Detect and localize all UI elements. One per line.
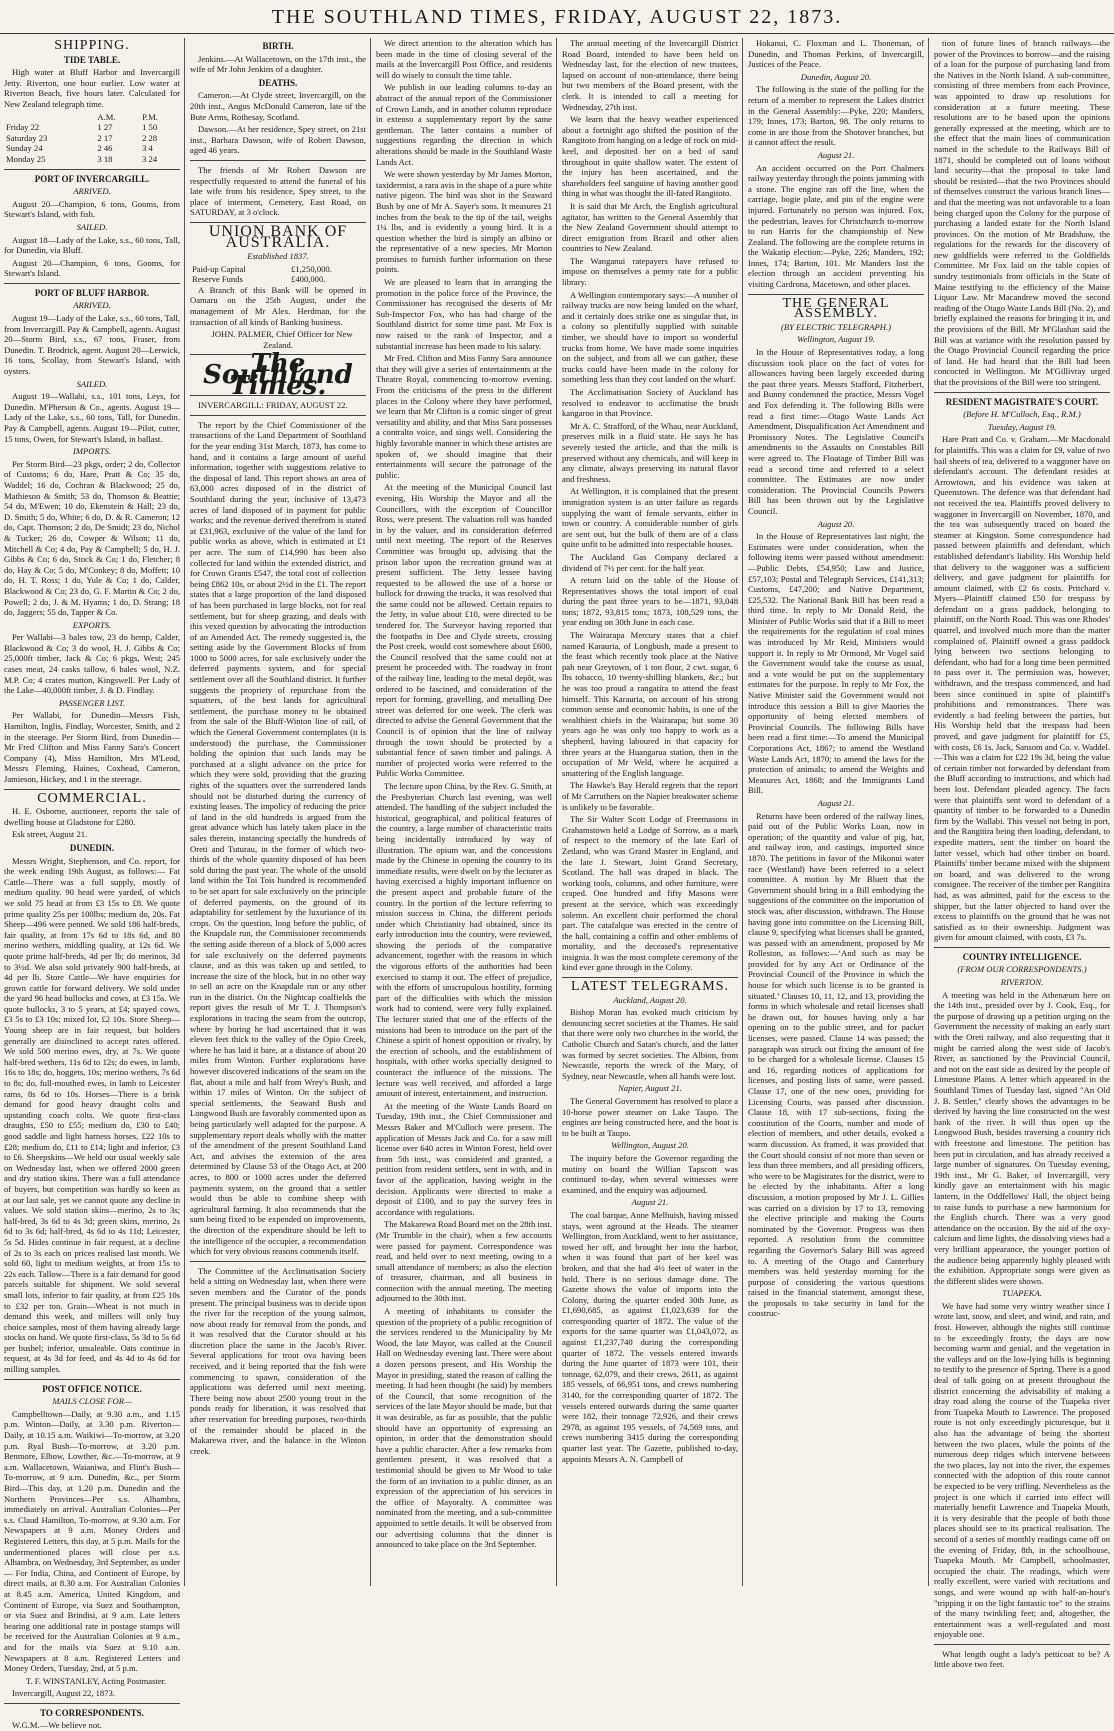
port-invercargill-heading: PORT OF INVERCARGILL.	[34, 173, 150, 184]
subheading: ARRIVED.	[73, 186, 111, 197]
article-text: Mr A. C. Strafford, of the Whau, near Auckland, preserves milk in a fluid state. He says he has severely tested the article, and that the milk is preserved without any chemicals, and will keep in any climate, always preserving its natural flavor and freshness.	[562, 420, 738, 484]
divider	[934, 947, 1110, 948]
dateline: August 20.	[817, 518, 855, 529]
dateline: Dunedin, August 20.	[800, 71, 872, 82]
birth-heading: BIRTH.	[262, 41, 294, 51]
article-text: A Wellington contemporary says:—A number of railway trucks are now being landed on the wharf, and it certainly does strike one as singular that, in a colony so plentifully supplied with suitable timber, we should have to import so wonderful trucks from home. We have made some inquiries on the subject, and from all we can gather, these trucks could have been made in the colony for something less than they cost landed on the wharf.	[562, 289, 738, 385]
dateline: August 21.	[817, 149, 855, 160]
article-text: The Wanganui ratepayers have refused to impose on themselves a penny rate for a public library.	[562, 255, 738, 288]
dateline: August 21.	[631, 1197, 669, 1208]
column-rule	[370, 38, 371, 1586]
article-text: It is said that Mr Arch, the English agricultural agitator, has written to the General Assembly that the New Zealand Government should attempt to direct emigration from Brazil and other alien countries to New Zealand.	[562, 200, 738, 254]
subheading: SAILED.	[76, 378, 108, 389]
shipping-heading: SHIPPING.	[54, 38, 130, 53]
riverton-heading: RIVERTON.	[1000, 977, 1044, 988]
article-text: Mr Fred. Clifton and Miss Fanny Sara announce that they will give a series of entertainments at the Theatre Royal, commencing to-morrow evening. From the criticisms of the press in the different places in the Colony where they have performed, we learn that Mr Clifton is a comic singer of great versatility and ability, and that Miss Sara possesses a contralto voice, and sings well. Considering the highly favorable manner in which these artistes are spoken of, we should imagine that their entertainments will secure the patronage of the public.	[376, 353, 552, 480]
tuapeka-heading: TUAPEKA.	[1002, 1288, 1042, 1299]
divider	[934, 392, 1110, 393]
tide-heading: TIDE TABLE.	[63, 54, 121, 65]
article-text: H. E. Osborne, auctioneer, reports the sale of dwelling house at Gladstone for £280.	[4, 806, 180, 827]
article-text: At the meeting of the Waste Lands Board on Tuesday, 19th inst., the Chief Commissioner and Messrs Baker and M'Culloch were present. The application of Messrs Jack and Co. for a saw mill license over 640 acres in Winton Forest, held over from 5th inst., was considered and granted, a petition from resident settlers, sent in with, and in favor of the application, having weight in the decision. Applicants were directed to make a deposit of £100, and to pay the survey fees in accordance with regulations.	[376, 1100, 552, 1217]
article-text: August 19—Lady of the Lake, s.s., 60 tons, Tall, from Invercargill. Pay & Campbell, agents. August 20—Storm Bird, s.s., 67 tons, Fraser, from Dunedin. T. Brodrick, agent. August 20—Lerwick, 16 tons, Scollay, from Stewart's Island, with oysters.	[4, 313, 180, 377]
subheading: (Before H. M'Culloch, Esq., R.M.)	[963, 409, 1081, 420]
subheading: (BY ELECTRIC TELEGRAPH.)	[780, 321, 892, 332]
article-text: The General Government has resolved to place a 10-horse power steamer on Lake Taupo. The engines are being constructed here, and the boat is to be built at Taupo.	[562, 1096, 738, 1138]
port-bluff-heading: PORT OF BLUFF HARBOR.	[34, 287, 150, 298]
column-5	[748, 38, 924, 1586]
bank-table	[190, 264, 366, 285]
article-text: The coal barque, Anne Melhuish, having missed stays, went aground at the Heads. The steamer Wellington, from Auckland, went to her assistance, towed her off, and brought her into the harbor, when it was found that part of her keel was broken, and that she had 4½ feet of water in the hold. There is no serious damage done. The Gazette shows the value of imports into the Colony, during the quarter ended 30th June, as £1,690,685, as against £1,023,639 for the corresponding quarter of 1872. The value of the exports for the same quarter was £1,043,072, as against £1,237,740 during the corresponding quarter of 1872. The vessels entered inwards during the June quarter of 1873 were 101, their tonnage, 62,079, and their crews, 2611, as against 185 vessels, of 66,951 tons, and crews numbering 3140, for the corresponding quarter of 1872. The vessels entered outwards during the same quarter were 182, their tonnage 72,926, and their crews 2978, as against 195 vessels, of 74,569 tons, and crews numbering 3415 during the corresponding quarter last year. The Gazette, published to-day, appoints Messrs A. N. Campbell of	[562, 1209, 738, 1464]
divider	[4, 789, 180, 790]
article-text: August 20—Champion, 6 tons, Gooms, from Stewart's Island, with fish.	[4, 198, 180, 220]
table-row: Monday 25 3 18 3 24	[6, 153, 158, 164]
article-text: The Wairarapa Mercury states that a chief named Karauria, of Longbush, made a present to the feast which recently took place at the Native pah near Greytown, of 1 ton flour, 2 cwt. sugar, 6 lbs tobacco, 10 twenty-shilling blankets, &c.; but he was too proud a rangatira to attend the feast himself. This Karauria, on account of his strong common sense and economic habits, is one of the wealthiest chiefs in the Wairarapa; but some 30 years ago he was only too happy to work as a shepherd, having laboured in that capacity for three years at the Huangarua station, then in the occupation of Mr Weld, where he acquired a smattering of the English language.	[562, 630, 738, 778]
telegrams-heading: LATEST TELEGRAMS.	[570, 979, 730, 995]
article-text: Per Storm Bird—23 pkgs, order; 2 do, Collector of Customs; 6 do, Hare, Pratt & Co; 35 do, Waddel; 16 do, Cochran & Blackwood; 25 do, Mathieson & Smith; 53 do, Thomson & Beattie; 54 do, M'Ewen; 10 do, Ekenstein & Hall; 23 do, D. Smith; 5 do, White; 6 do, D. & R. Cameron; 12 do, Capt. Thomson; 2 do, De Smidt; 23 do, Nichol & Tucker; 26 do, Cowper & Wilson; 11 do, Mitchell & Co; 4 do, Pay & Campbell; 5 do, H. J. Gibbs & Co; 6 do, Stock & Co; 1 do, Fletcher; 8 do, Hay & Co; 5 do, M'Conkey; 8 do, Moffett; 10 do, H. T. Ross; 1 do, Yule & Co; 1 do, Calder, Blackwood & Co; 23 do, G. F. Martin & Co; 2 do, Powell; 2 do, J. & M. Hyams; 1 do, D. Strang; 18 do, Jaggers; 55 do, Tapper & Co.	[4, 458, 180, 618]
article-text: August 18—Lady of the Lake, s.s., 60 tons, Tall, for Dunedin, via Bluff.	[4, 234, 180, 256]
divider	[4, 1703, 180, 1704]
article-text: An accident occurred on the Port Chalmers railway yesterday through the points jamming with a stone. The engine ran off the line, when the carriage, bogie plate, and pin of the engine were injured. Fortunately no person was injured. Fox, the pedestrian, leaves for Christchurch to-morrow to run Harris for the championship of New Zealand. The following are the complete returns in the Wakatip election:—Pyke, 226; Manders, 192; Innes, 174; Barton, 101. Mr Manders lost the election through an accident preventing his visiting Cardrona, Macetown, and other places.	[748, 162, 924, 290]
deaths-heading: DEATHS.	[258, 77, 298, 88]
subheading: (FROM OUR CORRESPONDENTS.)	[957, 964, 1087, 975]
tide-table	[4, 112, 180, 165]
article-text: What length ought a lady's petticoat to be? A little above two feet.	[934, 1648, 1110, 1670]
article-text: Hokanui, C. Floxman and L. Thoneman, of Dunedin, and Thomas Perkins, of Invercargill, Justices of the Peace.	[748, 38, 924, 70]
table-row: A.M. P.M.	[97, 111, 158, 122]
divider	[190, 1261, 366, 1262]
table-row: Saturday 23 2 17 2 28	[6, 132, 158, 143]
article-text: The Acclimatisation Society of Auckland has resolved to endeavor to acclimatise the brush kangaroo in that Province.	[562, 387, 738, 419]
article-text: Bishop Moran has evoked much criticism by denouncing secret societies at the Thames. He said that there were only two churches in the world, the Catholic Church and Satan's church, and the latter was formed by secret societies. The Albion, from Newcastle, reports the wreck of the Mary, of Sydney, near Newcastle, when all hands were lost.	[562, 1007, 738, 1081]
column-3	[376, 38, 552, 1586]
commercial-heading: COMMERCIAL.	[37, 790, 147, 806]
general-assembly-heading: THE GENERAL ASSEMBLY.	[782, 295, 890, 322]
rm-court-heading: RESIDENT MAGISTRATE'S COURT.	[945, 396, 1099, 407]
signature: JOHN. PALMER, Chief Officer for New Zealand.	[211, 329, 353, 350]
article-text: At the meeting of the Municipal Council last evening, His Worship the Mayor and all the Councillors, with the exception of Councillor Ross, were present. The valuation roll was handed in by the valuer, and its consideration deferred until next meeting. The report of the Reserves Committee was brought up, advising that the prison labor upon the recreation ground was at present sufficient. The Jetty lessee having requested to be allowed the use of a horse or bullock for drawing the trucks, it was resolved that the same could not be allowed. Certain repairs to the Jetty, in value about £10, were directed to be tendered for. The Surveyor having reported that the footpaths in Dee and Clyde streets, crossing the Post creek, would cost somewhere about £600, the Council resolved that the same could not at present be proceeded with. The roadway in front of the railway line, leading to the metal depôt, was ordered to be fascined, and consideration of the report for forming, gravelling, and metalling Dee street was deferred for one week. The clerk was directed to advise the General Government that the Council is of opinion that the line of railway through the town should be protected by a substantial fence of sawn timber and palings. A number of projected works were referred to the Public Works Committee.	[376, 482, 552, 779]
article-text: A meeting of inhabitants to consider the question of the propriety of a public recognition of the services rendered to the Municipality by Mr Wood, the late Mayor, was called at the Council Hall on Wednesday evening last. There were about a dozen persons present, and His Worship the Mayor in presiding, stated the reason of calling the meeting. It had been thought (he said) by members of the Council, that some recognition of the services of the late Mayor should be made, but that it was desirable, as far as possible, that the public should have an opportunity of expressing an opinion, in order that the demonstration should have a public character. After a few remarks from gentlemen present, it was resolved that a testimonial should be given to Mr Wood to take the form of an invitation to a public dinner, as an expression of the appreciation of his services in the office of Mayoralty. A committee was nominated from the meeting, and a sub-committee appointed to settle details. It will be observed from our advertising columns that the dinner is announced to take place on the 3rd September.	[376, 1306, 552, 1550]
article-text: The lecture upon China, by the Rev. G. Smith, at the Presbyterian Church last evening, was well attended. The handling of the subject included the historical, geographical, and political features of the country, a large number of characteristic traits being incidentally introduced by way of illustration. The opium war, and the concessions made by the Chinese in opening the country to its immediate results, were dwelt on by the lecturer as having exercised a highly important influence on the present aspect and probable future of the country. In the portion of the lecture referring to mission success in China, the different periods under which Christianity had obtained, since its early introduction into the country, were reviewed, showing the periods of the comparative advancement, together with the reasons in which the vigorous efforts of the authorities had been exercised to stamp it out. The effect of prejudice, with the efforts of unscrupulous hostility, forming part of the difficulties with which the mission work had to contend, were very fully explained. The lecturer stated that one of the effects of the missions had been to introduce on the part of the Chinese a spirit of honest opposition or rivalry, by the erection of schools, and the establishment of hospitals, with other works specially designed to counteract the influence of the missions. The lecture was well received, and afforded a large amount of interest, entertainment, and instruction.	[376, 780, 552, 1099]
subheading: ARRIVED.	[73, 300, 111, 311]
article-text: Per Wallabi, for Dunedin—Messrs Fish, Hamilton, Inglis, Findlay, Worcester, Smith, and 2 in the steerage. Per Storm Bird, from Dunedin—Mr Fred Clifton and Miss Fanny Sara's Concert Company (4), Miss Hamilton, Mrs M'Leod, Messrs Fleming, Haines, Coxhead, Cameron, Jamieson, Hickey, and 1 in the steerage.	[4, 710, 180, 784]
divider	[748, 294, 924, 295]
tide-intro: High water at Bluff Harbor and Invercargill Jetty. Riverton, one hour earlier. Low water at Riverton Beach, five hours later. Calculated for New Zealand telegraph time.	[4, 67, 180, 109]
divider	[4, 283, 180, 284]
article-text: The report by the Chief Commissioner of the transactions of the Land Department of Southland for the year ending 31st March, 1873, has come to hand, and it contains a large amount of useful information, together with suggestions relative to the disposal of land. This report shows an area of 63,000 acres disposed of in the district of Southland during the year, inclusive of 13,473 acres of land disposed of in payment for public works; and the revenue derived therefrom is stated at £31,963, exclusive of the value of the land for public works as above, which is estimated at £1 per acre. The sum of £14,990 has been also collected for land within the extended district, and for Crown Grants £547, the total cost of collection being £862 10s, or about 2½d in the £1. The report states that a large proportion of the land disposed of has been purchased in large blocks, not for real settlement, but for sheep grazing, and deals with this vexed question by advocating the introduction of an Amended Act. The remedy suggested is, the setting aside by the Government Blocks of from 1000 to 5000 acres, for sale exclusively under the deferred payments system, and for special settlement over all the Southland district. It further suggests the propriety of repurchase from the squatters, of the best lands for agricultural settlement, the purchase money to be obtained from the sale of the Bluff-Winton line of rail, of which the General Government contemplates (it is understood) the purchase, the Commissioner holding the opinion that such lands may be purchased at a slight advance on the price for which they were sold, providing that the grazing rights of the squatters over the surrendered lands should not be disturbed during the currency of existing leases. The impolicy of reducing the price of land in the old hundreds is argued from the great advance which has lately taken place in the sales therein, instancing specially the hundreds of Oreti and Tuturau, in the former of which two-thirds of the whole quantity disposed of has been sold during the past year. The whole of the unsold land within the Toi Tois hundred is recommended to be set apart for sale exclusively on the principle of deferred payments, on the ground of its adaptability for settlement by the luxuriance of its crops. On the question, long before the public, of the Knapdale run, the Commissioner recommends the setting aside thereon of a block of 5,000 acres for sale exclusively on the deferred payments clause, and as this was taken up and settled, to increase the size of the block, but in no other way to sell an acre on the Knapdale run or any other run in the district. On the Nightcap coalfields the report gives the result of Mr T. J. Thompson's explorations in tracing the seam from the outcrop, where by boring he had ascertained that it was eleven feet thick to the valley of the Opio Creek, where he has laid it bare, at a distance of about 20 miles from Winton. Further explorations have however discovered indications of the seam on the flat, about a mile and half from Wrey's Bush, and within 17 miles of Winton. On the subject of special settlements, the Seaward Bush and Longwood Bush are favorably commented upon as being particularly well adapted for the purpose. A supplementary report deals wholly with the matter of the amendment of the present Southland Land Act, and advises the extension of the area determined by Clause 53 of the Otago Act, at 200 acres, to 800 or 1000 acres under the deferred payments system, on the ground that a settler would thus be able to combine sheep with agricultural farming. It also recommends that the sum being fixed to be expended on improvements, the direction of the expenditure should be left to the intelligence of the occupier, a recommendation which for very obvious reasons commends itself.	[190, 419, 366, 1257]
column-1	[4, 38, 180, 1731]
subheading: Established 1837.	[247, 251, 309, 262]
table-row: Friday 22 1 27 1 50	[6, 122, 158, 133]
column-4	[562, 38, 738, 1586]
article-text: The Makarewa Road Board met on the 28th inst. (Mr Trumble in the chair), when a few accounts were passed for payment. Correspondence was read, and held over to next meeting, owing to a small attendance of members; as also the election of treasurer, chairman, and all business in connection with the annual meeting. The meeting adjourned to the 30th inst.	[376, 1219, 552, 1304]
article-text: August 19—Wallabi, s.s., 101 tons, Leys, for Dunedin. M'Pherson & Co., agents. August 19—Lady of the Lake, s.s., 60 tons, Tall, for Dunedin. Pay & Campbell, agents. August 19—Pilot, cutter, 15 tons, Owen, for Stewart's Island, in ballast.	[4, 391, 180, 444]
article-text: Per Wallabi—3 bales tow, 23 do hemp, Calder, Blackwood & Co; 3 do wool, H. J. Gibbs & Co; 25,000ft timber, Jack & Co; 6 pkgs, West; 245 cases meat, 24 casks tallow, 6 bales wool, N.Z. M.P. Co; 4 crates mutton, Kingswell. Per Lady of the Lake—40,000ft timber, J. & D. Findlay.	[4, 632, 180, 696]
article-text: A meeting was held in the Athenæum here on the 14th inst., presided over by J. Cook, Esq., for the purpose of drawing up a petition urging on the Government the necessity of making an early start with the Oreti railway, and also requesting that it might be carried along the west side of Jacob's River, as sanctioned by the Provincial Council, and not on the east side as desired by the people of Limestone Plains. A letter which appeared in the Southland Times of Tuesday last, signed "An Old J. B. Settler," clearly shows the advantages to be derived by having the line constructed on the west bank of the river. It will thus open up the Longwood Bush, besides traversing a country rich with freestone and limestone. The petition has been put in circulation, and has already received a large number of signatures. On Tuesday evening, 19th inst., Mr G. Baker, of Invercargill, very kindly gave an entertainment with his magic lantern, in the Oddfellows' Hall, the object being to raise funds to purchase a new harmonium for the English church. There was a very good attendance on the occasion. By the aid of the oxy-calcium and lime lights, the dissolving views had a very brilliant appearance, the younger portion of the audience being apparently highly pleased with the exhibition. Appropriate songs were given as the different slides were shown.	[934, 989, 1110, 1286]
dunedin-heading: DUNEDIN.	[69, 842, 115, 853]
divider	[4, 1379, 180, 1380]
column-2	[190, 38, 366, 1586]
column-rule	[742, 38, 743, 1586]
dateline: INVERCARGILL: FRIDAY, AUGUST 22.	[198, 400, 348, 411]
article-text: We have had some very wintry weather since I wrote last, snow, and sleet, and wind, and rain, and frost. However, although the nights still continue to be exceedingly frosty, the days are now becoming warm and genial, and the vegetation in the valleys and on the low-lying hills is beginning to testify to the presence of Spring. There is a good deal of talk going on at present throughout the district concerning the advisability of making a dray road along the course of the Tuapeka river from Tuapeka Mouth to Lawrence. The proposed route is not only exceedingly picturesque, but it also has the advantage of being the shortest between the two places, while the points of the numerous deep ridges which intervene between the two places, lay not into the river, the expenses connected with the adoption of this route cannot be expected to be very trifling. Nevertheless as the project is one which if carried into effect will materially benefit Lawrence and Tuapeka Mouth, it is very desirable that the people of both those places should see to its practical realisation. The second of a series of monthly readings came off on the evening of Friday, 8th, in the schoolhouse, Tuapeka Mouth. Mr Campbell, schoolmaster, occupied the chair. The readings, which were really excellent, were varied with recitations and songs, and were wound up with half-an-hour's "tripping it on the light fantastic toe" to the strains of the many twinkling feet; and, altogether, the entertainment was a well-regulated and most enjoyable one.	[934, 1300, 1110, 1640]
article-text: We are pleased to learn that in arranging the promotion in the police force of the Province, the Commissioner has recognised the deserts of Mr Sub-Inspector Fox, who has had charge of the Southland district for some time past. Mr Fox is now raised to the rank of Inspector, and a substantial increase has been made to his salary.	[376, 277, 552, 351]
subheading: IMPORTS.	[73, 446, 111, 457]
dateline: Wellington, August 20.	[611, 1140, 689, 1151]
divider	[190, 160, 366, 161]
article-text: The following is the state of the polling for the return of a member to represent the Lakes district in the General Assembly:—Pyke, 220; Manders, 179; Innes, 173; Barton, 98. The only returns to come in are those from the Shotover branches, but it cannot affect the result.	[748, 84, 924, 148]
table-row: Sunday 24 2 46 3 4	[6, 143, 153, 154]
dateline: Tuesday, August 19.	[987, 421, 1057, 432]
article-text: A Branch of this Bank will be opened in Oamaru on the 25th August, under the management of Mr Alex. Herdman, for the transaction of all kinds of Banking business.	[190, 284, 366, 327]
article-text: We learn that the heavy weather experienced about a fortnight ago shifted the position of the Rangitoto from hanging on a ledge of rock on mid-keel, and deposited her on a bed of sand throughout in quite shallow water. The extent of the injury has been ascertained, and the shareholders feel sanguine of having another good thing in what was thought the ill-fated Rangitoto.	[562, 114, 738, 199]
divider	[190, 415, 366, 416]
article-text: In the House of Representatives last night, the Estimates were under consideration, when the following items were passed without amendment:—Public Debts, £54,950; Law and Justice, £57,103; Postal and Telegraph Services, £141,313; Customs, £47,200; and Native Department, £25,532. The National Bank Bill has been read a third time. In reply to Mr Donald Reid, the Minister of Public Works said that if a Bill to meet the requirements for the regulation of coal mines was introduced by Mr Reid, Ministers would support it. In reply to Mr Ormond, Mr Vogel said the Government would take the course as usual, and a vote would be put on the supplementary estimates for the purpose. In reply to Mr Fox, the Native Minister said the Government would not introduce this session a Bill to give Maories the opportunity of being elected members of Provincial Councils. The following Bills have been read a first time:—To amend the Municipal Corporations Act, 1867; to amend the Westland Waste Lands Act, 1870; to amend the laws for the protection of animals; to amend the Weights and Measures Act, 1868; and the Immigrants Land Bill.	[748, 531, 924, 796]
table-row: Paid-up Capital £1,250,000.	[192, 263, 332, 274]
article-text: Cameron.—At Clyde street, Invercargill, on the 20th inst., Angus McDonald Cameron, late of the Bute Arms, Rothesay, Scotland.	[190, 90, 366, 122]
column-6	[934, 38, 1110, 1670]
subheading: PASSENGER LIST.	[58, 697, 126, 708]
article-text: Campbelltown—Daily, at 9.30 a.m., and 1.15 p.m. Winton—Daily, at 3.30 p.m. Riverton—Daily, at 10.15 a.m. Waikiwi—To-morrow, at 3.20 p.m. Ryal Bush—To-morrow, at 3.20 p.m. Benmore, Elbow, Lowther, &c.—To-morrow, at 9 a.m. Wallacetown, Waianiwa, and Flint's Bush—To-morrow, at 9 a.m. Dunedin, &c., per Storm Bird—This day, at 1.20 p.m. Dunedin and the Northern Provinces—Per s.s. Alhambra, immediately on arrival. Australian Colonies—Per s.s. Claud Hamilton, To-morrow, at 9.30 a.m. For Newspapers at 9 a.m. Money Orders and Registered Letters, this day, at 5 p.m. Mails for the undermentioned places will close per s.s. Alhambra, on Wednesday, 3rd September, as under— For India, China, and Continent of Europe, by direct mails, at 8.30 a.m. For Australian Colonies at 8.45 a.m. America, United Kingdom, and Continent of Europe, via Suez and Southampton, or via Suez and Brindisi, at 9 a.m. Late letters bearing one additional rate in postage stamps will be received for the Australian Colonies at 9 a.m., and for the mails via Suez at 9.10 a.m. Newspapers at 8 a.m. Registered Letters and Money Orders, Tuesday, 2nd, at 5 p.m.	[4, 1408, 180, 1674]
paper-title: The Southland Times.	[203, 349, 353, 401]
article-text: Dawson.—At her residence, Spey street, on 21st inst., Barbara Dawson, wife of Robert Dawson, aged 46 years.	[190, 124, 366, 156]
subheading: SAILED.	[76, 221, 108, 232]
article-text: We were shown yesterday by Mr James Morton, taxidermist, a rara avis in the shape of a pure white native pigeon. The bird was shot in the Seaward Bush by one of Mr A. Sayer's sons. It measures 21 inches from the beak to the tip of the tail, weighs 1¼ lbs, and is evidently a young bird. It is a question whether the bird is simply an albino or the representative of a new species. Mr Morton promises to furnish further information on these points.	[376, 169, 552, 275]
article-text: At Wellington, it is complained that the present immigration system is an utter failure as regards supplying the want of female servants, either in town or country. A considerable number of girls are sent out, but the bulk of them are of a class quite unfit to be admitted into respectable houses.	[562, 486, 738, 550]
article-text: W.G.M.—We believe not.	[12, 1720, 102, 1731]
bank-heading: UNION BANK OF AUSTRALIA.	[208, 222, 348, 251]
divider	[934, 1644, 1110, 1645]
article-text: The annual meeting of the Invercargill District Road Board, intended to have been held on Wednesday last, for the election of new trustees, lapsed on account of non-attendance, there being but two members of the Board present, with the clerk. It is intended to call a meeting for Wednesday, 27th inst.	[562, 38, 738, 112]
dateline: August 21.	[817, 797, 855, 808]
table-row: Reserve Funds £400,000.	[192, 274, 326, 285]
article-text: Esk street, August 21.	[12, 829, 88, 840]
dateline: Auckland, August 20.	[613, 994, 687, 1005]
article-text: The inquiry before the Governor regarding the mutiny on board the Willian Tapscott was continued to-day, when several witnesses were examined, and the enquiry was adjourned.	[562, 1152, 738, 1195]
correspondents-heading: TO CORRESPONDENTS.	[40, 1707, 144, 1718]
signature: T. F. WINSTANLEY, Acting Postmaster.	[25, 1675, 167, 1686]
article-text: We publish in our leading columns to-day an abstract of the annual report of the Commissioner of Crown Lands, and in another column reproduce in extenso a supplementary report by the same gentleman. The latter contains a number of suggestions regarding the direction in which alterations should be made in the Southland Waste Lands Act.	[376, 82, 552, 167]
divider	[4, 169, 180, 170]
article-text: tion of future lines of branch railways—the power of the Provinces to borrow—and the raising of a loan for the purpose of purchasing land from the Natives in the North Island. A sub-committee, consisting of three members from each Province, was appointed to draw up resolutions for consideration at a future meeting. These resolutions are to be based upon the opinions generally expressed at the meeting, which are to the effect that the main lines of communication named in the schedule to the Railways Bill of 1871, should be completed out of loans without land security—that the proposal to take land should be resisted—that the two Provinces should of themselves construct the various branch lines—and that the meeting was not unfavorable to a loan being charged upon the Colony for the purpose of purchasing a landed estate for the North Island provinces. On the motion of Mr Bradshaw, the regulations for the rewards for the discovery of new goldfields were referred to the Goldfields Committee. Mr Fox laid on the table copies of sundry testimonials from officials in the State of Maine testifying to the efficiency of the Maine Liquor Law. Mr Macandrew moved the second reading of the Otago Waste Lands Bill (No. 2), and briefly explained the reasons for bringing it in, and the provisions of the Bill. Mr M'Glashan said the Bill was at variance with the resolution passed by the Otago Provincial Council regarding the price of land. He had heard that the Bill had been concocted in Wellington. Mr M'Gillivray urged that the provisions of the Bill were too stringent.	[934, 38, 1110, 387]
masthead: THE SOUTHLAND TIMES, FRIDAY, AUGUST 22, 1873.	[0, 6, 1114, 34]
dateline: Invercargill, August 22, 1873.	[12, 1688, 115, 1699]
article-text: In the House of Representatives today, a long discussion took place on the fact of votes for allowances having been largely exceeded during the past three years. Messrs Stafford, Fitzherbert, and Bunny condemned the practice, Messrs Vogel and Fox defending it. The following Bills were read a first time:—Otago Waste Lands Act Amendment, Disqualification Act Amendment and Promissory Notes. The Legislative Council's amendments to the Assaults on Constables Bill were agreed to. The Floatage of Timber Bill was read a second time and referred to a select committee. The Estimates are now under consideration. The Provincial Councils Powers Bill has been thrown out by the Legislative Council.	[748, 347, 924, 516]
article-text: Jenkins.—At Wallacetown, on the 17th inst., the wife of Mr John Jenkins of a daughter.	[190, 53, 366, 75]
column-rule	[184, 38, 185, 1586]
article-text: The Hawke's Bay Herald regrets that the report of Mr Carruthers on the Napier breakwater scheme is unlikely to be favorable.	[562, 780, 738, 812]
divider	[562, 977, 738, 978]
funeral-notice: The friends of Mr Robert Dawson are respectfully requested to attend the funeral of his late wife from his residence, Spey street, to the place of interment, Cemetery, East Road, on SATURDAY, at 3 o'clock.	[190, 164, 366, 218]
article-text: The Committee of the Acclimatisation Society held a sitting on Wednesday last, when there were seven members and the Curator of the ponds present. The principal business was to decide upon the river for the reception of the young salmon, now about ready for removal from the ponds, and it was resolved that the Curator should at his discretion place the same in the Jacob's River. Several applications for trout ova having been received, and it being reported that the fish were commencing to spawn, consideration of the applications was deferred until next meeting. There being now about 2500 young trout in the ponds ready for liberation, it was resolved that after reservation for breeding purposes, two-thirds of the remainder should be placed in the Makarewa river, and the balance in the Winton creek.	[190, 1265, 366, 1456]
article-text: The Auckland Gas Company declared a dividend of 7½ per cent. for the half year.	[562, 551, 738, 573]
post-office-heading: POST OFFICE NOTICE.	[42, 1383, 142, 1394]
article-text: Messrs Wright, Stephenson, and Co. report, for the week ending 19th August, as follows:— Fat Cattle—There was a full supply, mostly of medium quality. 90 head were yarded, of which we sold 75 head at from £3 15s to £8. We quote prime quality 25s per 100lbs; medium do, 20s. Fat Sheep—496 were penned. We sold 186 half-breds, fair quality, at from 17s 6d to 18s 6d, and 80 merino wethers, middling quality, at 12s 6d. We quote prime half-breds, 4d per lb; do merinos, 3d to 3½d. We also sold privately 900 half-breds, at 4d per lb. Store Cattle—We have enquiries for grown cattle for forward delivery. We sold under the yard 96 head bullocks and cows, at £3 15s. We quote bullocks, 3 to 5 years, at £4; spayed cows, £3 5s to £3 10s; mixed lot, £2 10s. Store Sheep—Young sheep are in fair request, but holders generally are disinclined to accept rates offered. We sold 500 merino ewes, dry, at 7s. We quote half-bred wethers, 11s 6d to 12s; do ewes, in lamb, 16s to 18s; do, hoggets, 10s; merino wethers, 7s 6d to 8s; do, full-mouthed ewes, in lamb to Leicester rams, 8s 6d to 10s. Horses—There is a brisk demand for good heavy draught colts and upstanding coach colts. We quote first-class draughts, £50 to £55; medium do, £30 to £40; good saddle and light harness horses, £22 10s to £28; medium do, £11 to £14; light and inferior, £3 to £6. Sheepskins—We held our usual weekly sale on Wednesday last, when we offered 2000 green and dry station skins. There was a full attendance of buyers, but competition was hardly so keen as at our last sale, yet we cannot quote any decline in values. We sold station skins—merino, 2s to 3s; half-bred, 3s 6d to 4s 3d; green skins, merino, 2s 6d to 3s 6d; half-bred, 4s 6d to 4s 11d; Leicester, 5s 5d. Hides continue in fair request, at a decline of 2s to 3s each on prices realised last month. We sold 60, light to medium weights, at from 15s to 22s each. Tallow—There is a fair demand for good parcels suitable for shipment. We sold several small lots, inferior to fair quality, at from £25 10s to £32 per ton. Grain—Wheat is not much in demand this week, and millers will only buy choice samples, most of them having already large stocks on hand. We quote first-class, 5s 3d to 5s 6d per bushel; inferior, unsaleable. Oats continue in request, at 4s 3d for feed, and 4s 4d to 4s 6d for milling samples.	[4, 855, 180, 1375]
dateline: Napier, August 21.	[618, 1083, 682, 1094]
country-intelligence-heading: COUNTRY INTELLIGENCE.	[962, 951, 1082, 962]
subheading: MAILS CLOSE FOR—	[52, 1396, 132, 1407]
article-text: We direct attention to the alteration which has been made in the time of closing several of the mails at the Invercargill Post Office, and residents will do wisely to consult the time table.	[376, 38, 552, 80]
article-text: Hare Pratt and Co. v. Graham.—Mr Macdonald for plaintiffs. This was a claim for £9, value of two bail sheets of tea, delivered to a waggoner have on defendant's account. The defendant resides at Arrowtown, and his evidence was taken at Queenstown. The defence was that defendant had not received the tea. Plaintiffs proved delivery to waggoner in Invercargill on November, 1870, and the tea was subsequently traced on board the steamer at Kingston. Some correspondence had passed between plaintiffs and defendant, which established defendant's liability. His Worship held that delivery to the waggoner was a sufficient delivery, and gave judgment for plaintiffs for amount claimed, with £2 6s costs. Pritchard v. Myers—Plaintiff claimed £50 for trespass by defendant on a grass paddock, belonging to plaintiff, on the North Road. This was one Rhodes' quarrel, and involved much more than the matter complained of. Plaintiff owned a grass paddock lying between two sections belonging to defendant, who had for a long time been permitted to pass over it. The permission was, however, withdrawn, and the trespass commenced, and had been since continued in spite of plaintiff's prohibitions and remonstrances. There was evidently a bad feeling between the parties, but His Worship held that the trespass had been proved, and gave judgment for plaintiff for £5, with costs, £6 1s. Jack, Sansom and Co. v. Waddel.—This was a claim for £22 19s 3d, being the value of certain timber not forwarded by defendant from the Bluff according to instructions, and which had been lost. Defendant pleaded agency. The facts were that plaintiffs sent word to defendant of a quantity of timber to be forwarded to a Dunedin firm by the Wallabi. This vessel not being in port, and the Rangitira being then loading, defendant, to expedite matters, sent the timber on board the latter vessel, which had other timber on board. Plaintiffs' timber became mixed with the shipment on board, and was delivered to the wrong consignee. The receiver of the timber per Rangitira had, as was admitted, paid for the excess to the shipper, but the latter objected to hand over the excess to plaintiffs on the ground that he was not satisfied as to their ownership. Judgment was given for amount claimed, with costs, £3 7s.	[934, 434, 1110, 943]
subheading: EXPORTS.	[72, 619, 112, 630]
article-text: The Sir Walter Scott Lodge of Freemasons in Grahamstown held a Lodge of Sorrow, as a mark of respect to the memory of the late Earl of Zetland, who was Grand Master in England, and the late J. Stewart, Joint Grand Secretary, Scotland. The hall was draped in black. The working tools, columns, and other furniture, were craped. One hundred and fifty Masons were present at the service, which was exceedingly solemn. An excellent choir performed the choral part. The catafalque was erected in the centre of the hall, containing a coffin and other emblems of mortality, and the deceased's representative insignia. It was the most complete ceremony of the kind ever gone through in the Colony.	[562, 814, 738, 973]
article-text: August 20—Champion, 6 tons, Gooms, for Stewart's Island.	[4, 257, 180, 279]
article-text: Returns have been ordered of the railway lines, paid out of the Public Works Loan, now in operation; of the quantity and value of pig, bar, and railway iron, and castings, imported since 1870. The petitions in favor of the Mikonui water race (Westland) have been referred to a select committee. A motion by Mr Bluett that the Government should bring in a Bill embodying the suggestions of the committee on the importation of stock was, after discussion, withdrawn. The House having gone into committee on the Licensing Bill, clause 9, specifying what licenses shall be granted, was passed with an amendment, proposed by Mr Rolleston, as follows:—‘And such as may be provided for by any Act or Ordinance of the Provincial Council of the Province in which the house for which such license is to be granted is situated.’ Clauses 10, 11, 12, and 13, providing the forms in which wholesale and retail licenses shall be drawn out, for houses having only a bar opening on to the public street, and for packet licenses, were passed. Clause 14 was passed; the paragraph was struck out fixing the amount of fee to be charged for a wholesale license. Clauses 15 and 16, regarding notices of applications for licenses, and posting lists of same, were passed. Clause 17, one of the new ones, providing for Licensing Courts, was passed after discussion. Clause 18, with 17 sub-sections, fixing the constitution of the Courts, number and mode of election of members, and other details, evoked a warm discussion. As framed, it was provided that the Court should consist of not more than seven or less than three members, and all presiding officers, who were to be Magistrates for the district, were to be elected by the inhabitants. After a long discussion, a motion proposed by Mr J. L. Gillies was carried on a division by 17 to 13, removing the elective principle and making the Courts nominated by the Governor. Progress was then reported. A resolution from the committee regarding the Governor's Salary Bill was agreed to. A meeting of the Otago and Canterbury members was held yesterday morning for the purpose of considering the various questions raised in the financial statement, amongst these, the proposals to take security in land for the construc-	[748, 810, 924, 1319]
column-rule	[928, 38, 929, 1586]
dateline: Wellington, August 19.	[797, 334, 875, 345]
article-text: A return laid on the table of the House of Representatives shows the total import of coal during the past three years to be—1871, 93,048 tons; 1872, 93,815 tons; 1873, 108,529 tons, the year ending on 30th June in each case.	[562, 575, 738, 628]
column-rule	[556, 38, 557, 1586]
